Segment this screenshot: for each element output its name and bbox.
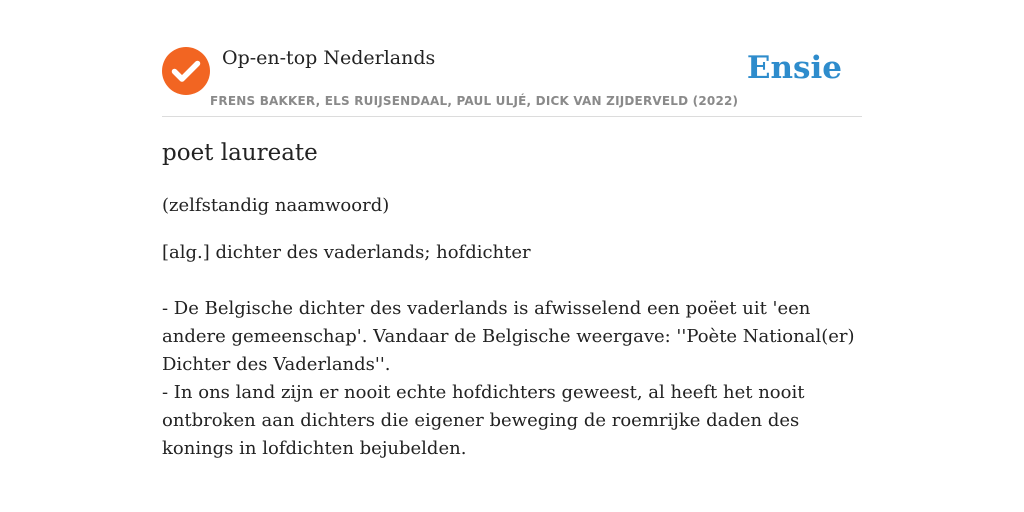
entry-term: poet laureate	[162, 140, 318, 166]
source-title[interactable]: Op-en-top Nederlands	[222, 47, 436, 69]
entry-card	[162, 40, 862, 459]
source-header	[162, 40, 862, 117]
entry-definition: [alg.] dichter des vaderlands; hofdichter	[162, 242, 531, 263]
example-item: - In ons land zijn er nooit echte hofdichters geweest, al heeft het nooit ontbroken aan dichters die eigener beweging de roemrijke daden des konings in lofdichten bejubelden.	[162, 382, 805, 459]
entry-examples	[162, 295, 862, 463]
source-authors: FRENS BAKKER, ELS RUIJSENDAAL, PAUL ULJÉ, DICK VAN ZIJDERVELD (2022)	[210, 94, 739, 108]
source-logo[interactable]	[162, 47, 210, 95]
checkmark-icon	[162, 47, 210, 95]
brand-logo[interactable]: Ensie	[746, 50, 842, 86]
part-of-speech: (zelfstandig naamwoord)	[162, 195, 390, 216]
example-item: - De Belgische dichter des vaderlands is afwisselend een poëet uit 'een andere gemeenschap'. Vandaar de Belgische weergave: ''Poète National(er) Dichter des Vaderlands''.	[162, 298, 855, 375]
